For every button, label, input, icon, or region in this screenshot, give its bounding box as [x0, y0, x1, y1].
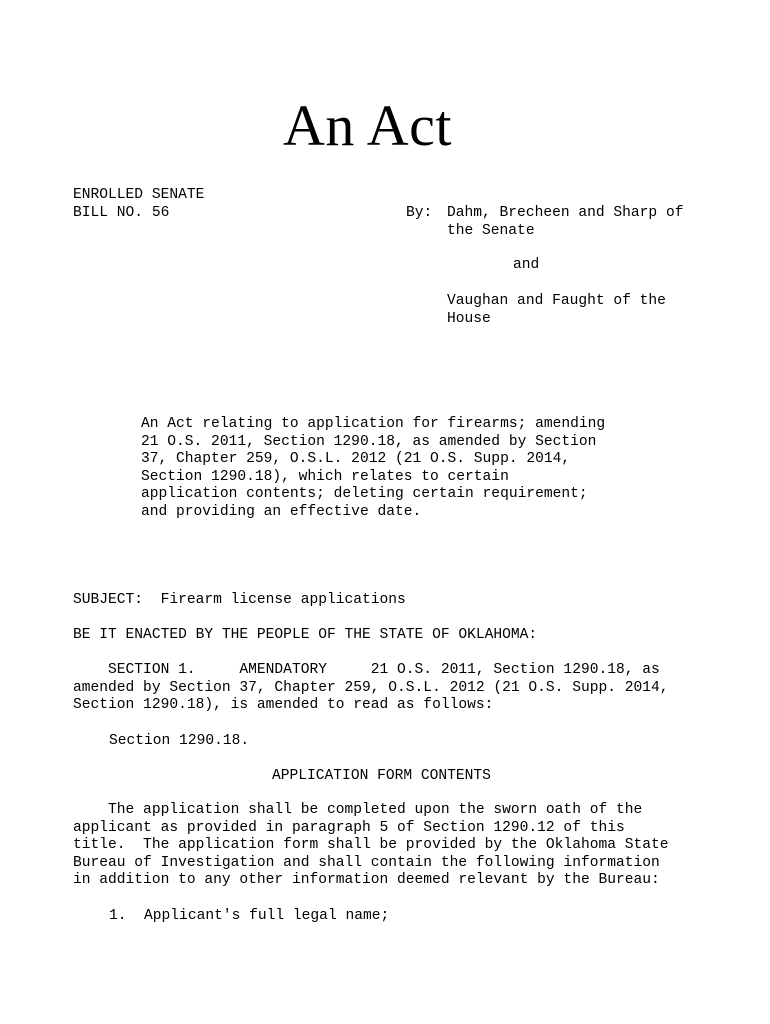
senate-sponsors: Dahm, Brecheen and Sharp of the Senate — [447, 205, 684, 239]
body-paragraph: The application shall be completed upon the sworn oath of the applicant as provided in paragraph 5 of Section 1290.12 of this title. The application form shall be provided by the Oklahoma State Bureau of Investigation and shall contain the following information in addition to any other information deemed relevant by the Bureau: — [73, 802, 669, 889]
enacting-clause: BE IT ENACTED BY THE PEOPLE OF THE STATE OF OKLAHOMA: — [73, 627, 538, 643]
act-summary: An Act relating to application for firearms; amending 21 O.S. 2011, Section 1290.18, as amended by Section 37, Chapter 259, O.S.L. 2012 (21 O.S. Supp. 2014, Section 1290.18), which relates to certain application contents; deleting certain requirement; and providing an effective date. — [141, 416, 606, 520]
section-amendatory-text: SECTION 1. AMENDATORY 21 O.S. 2011, Section 1290.18, as amended by Section 37, Chapter 259, O.S.L. 2012 (21 O.S. Supp. 2014, Section 1290.18), is amended to read as follows: — [73, 662, 669, 714]
subject-line: SUBJECT: Firearm license applications — [73, 592, 406, 608]
section-reference: Section 1290.18. — [109, 733, 250, 749]
list-item: 1. Applicant's full legal name; — [109, 908, 390, 924]
bill-number: ENROLLED SENATE BILL NO. 56 — [73, 187, 205, 221]
document-title: An Act — [283, 93, 452, 158]
sponsor-by-label: By: — [406, 205, 433, 221]
house-sponsors: Vaughan and Faught of the House — [447, 293, 666, 327]
section-heading: APPLICATION FORM CONTENTS — [272, 768, 491, 784]
sponsor-conjunction: and — [513, 257, 540, 273]
